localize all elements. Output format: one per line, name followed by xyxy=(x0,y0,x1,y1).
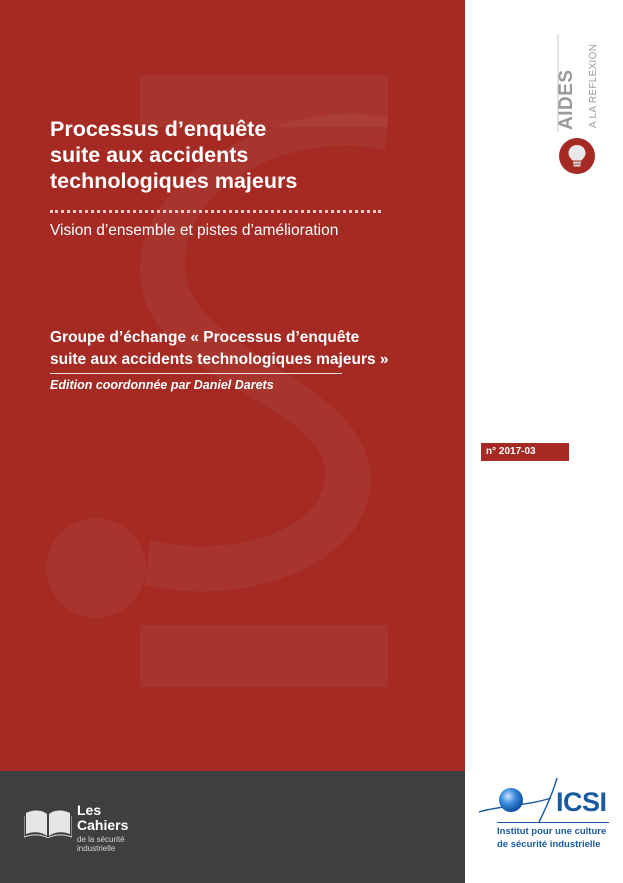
dotted-divider xyxy=(50,210,381,213)
cover-title-line: suite aux accidents xyxy=(50,143,249,167)
series-label: AIDES xyxy=(556,69,577,130)
issue-number-badge: n° 2017-03 xyxy=(481,443,569,461)
series-sublabel: A LA REFLEXION xyxy=(588,43,599,128)
publisher-name-line1: Les xyxy=(77,802,102,818)
series-badge xyxy=(559,138,595,174)
editor-credit: Edition coordonnée par Daniel Darets xyxy=(50,378,274,392)
working-group-line: suite aux accidents technologiques majeurs » xyxy=(50,351,389,368)
cover-title xyxy=(50,116,297,194)
group-underline xyxy=(50,373,342,374)
cover-title-line: Processus d’enquête xyxy=(50,117,267,141)
open-book-icon xyxy=(24,808,72,838)
lightbulb-icon xyxy=(567,144,587,168)
cover-title-line: technologiques majeurs xyxy=(50,169,298,193)
publisher-name-line3: de la sécurité xyxy=(77,835,125,844)
institute-divider xyxy=(497,822,609,823)
globe-logo-icon xyxy=(477,776,567,824)
publisher-name-line2: Cahiers xyxy=(77,817,129,833)
working-group-line: Groupe d’échange « Processus d’enquête xyxy=(50,329,360,346)
publisher-name-line4: industrielle xyxy=(77,844,116,853)
institute-name: ICSI xyxy=(556,787,607,817)
publisher-footer xyxy=(0,771,465,883)
institute-tagline-line2: de sécurité industrielle xyxy=(497,839,601,850)
cover-subtitle: Vision d’ensemble et pistes d’amélioration xyxy=(50,222,339,239)
working-group-title xyxy=(50,327,389,371)
institute-tagline-line1: Institut pour une culture xyxy=(497,826,607,837)
